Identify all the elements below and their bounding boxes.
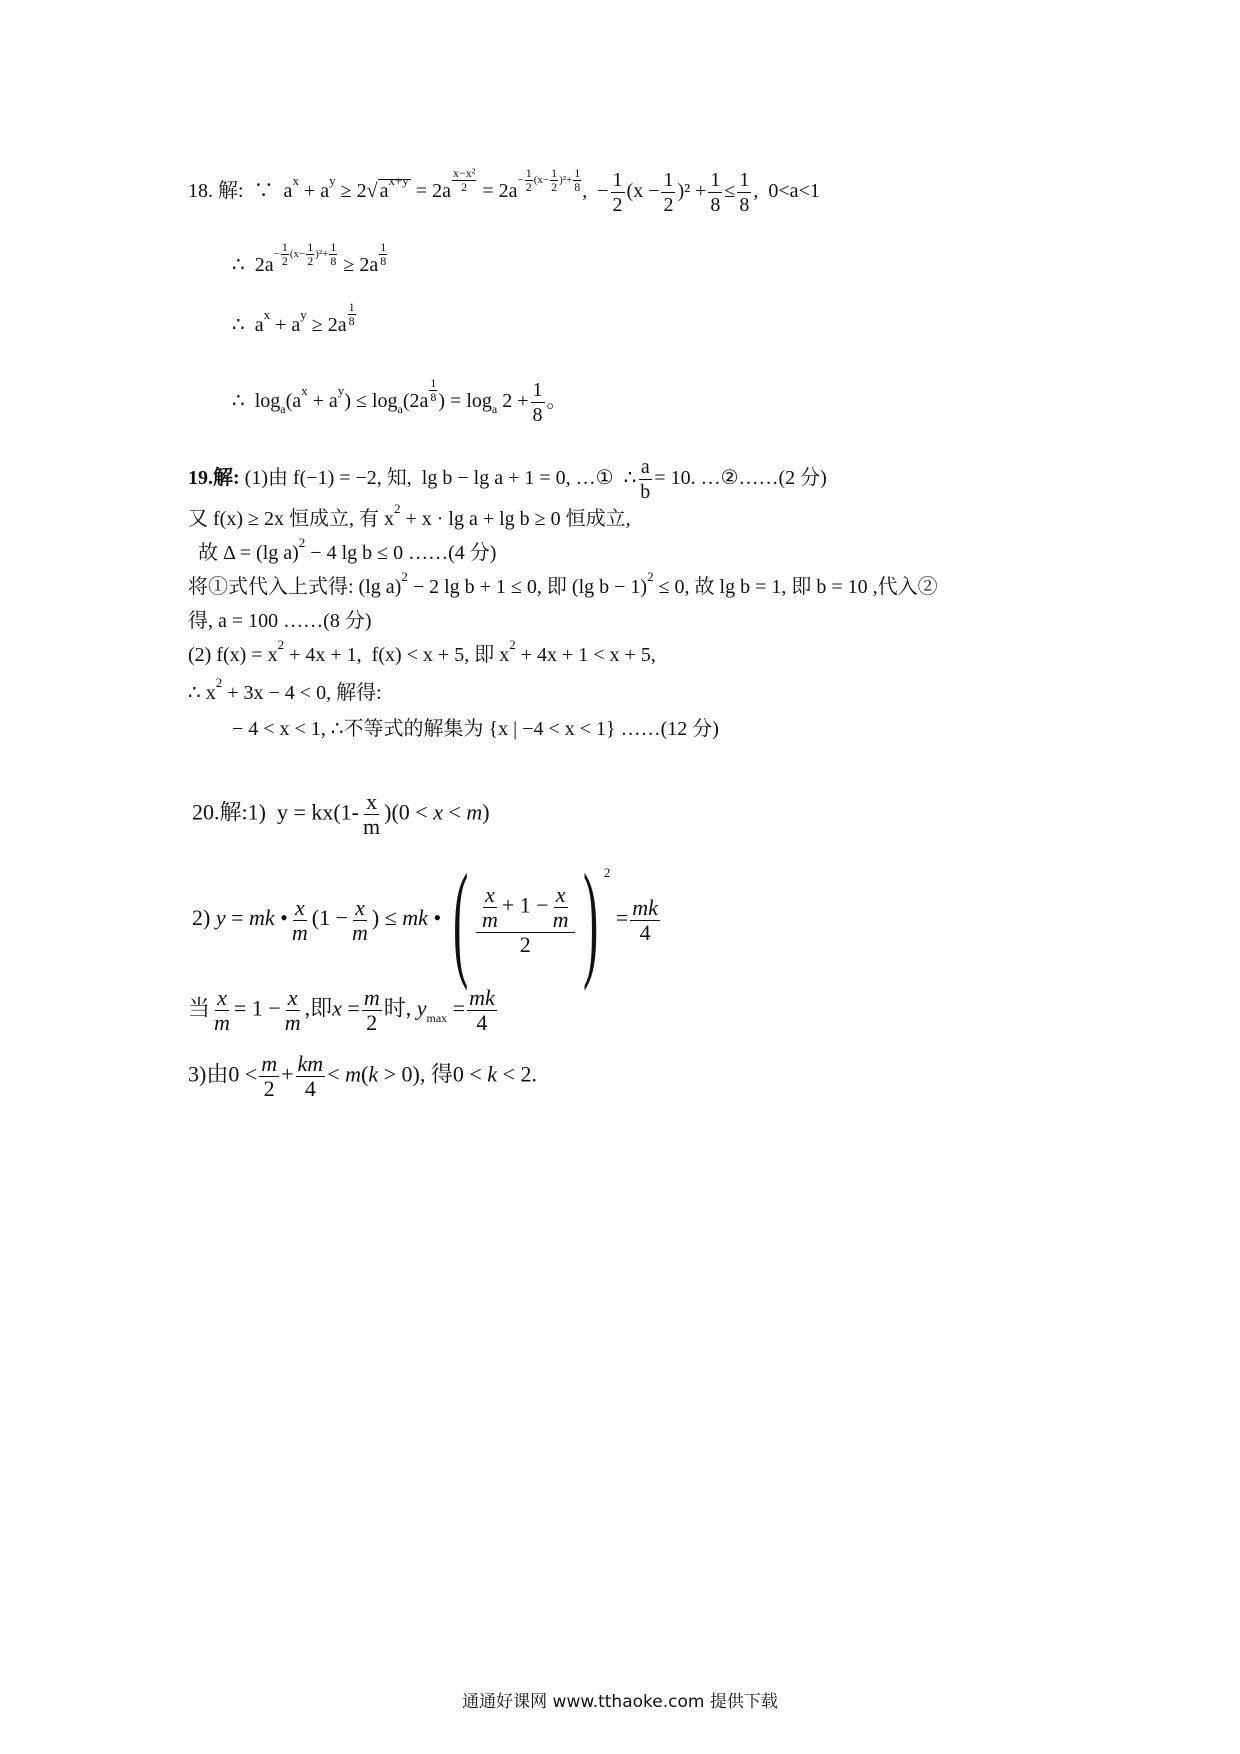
q18-label: 18. 解: [188, 180, 244, 203]
q20-line2: 2) y = mk • $\frac{x}{m}$ (1 − $\frac{x}{m}$ ) ≤ mk • ( $\frac{x}{m}$ + 1 − $\frac{x}{m}$ 2 ) $^2$ = $\frac{mk}{4}$ [192, 848, 658, 992]
q19-line7: ∴ $x^2 + 3x - 4 < 0$, 解得: [188, 675, 382, 704]
q19-line3: 故 Δ = (lg a)$^2$ − 4 lg b ≤ 0 ……(4 分) [198, 535, 497, 564]
q19-label: 19.解: [188, 467, 240, 490]
q19-line2: 又 f(x) ≥ 2x 恒成立, 有 $x^2 + x \cdot \lg a + \lg b \ge 0$ 恒成立, [188, 501, 631, 530]
q19-line5: 得, a = 100 ……(8 分) [188, 610, 372, 632]
q19-line8: − 4 < x < 1, ∴不等式的解集为 {x | −4 < x < 1} ……(12 分) [232, 718, 719, 740]
q20-label: 20.解: [192, 799, 248, 825]
q19-line6: (2) $f(x) = x^2 + 4x + 1$, f(x) < x + 5, 即 $x^2 + 4x + 1 < x + 5$, [188, 637, 656, 666]
q19-line1: 19.解: (1)由 f(−1) = −2, 知, lg b − lg a + 1 = 0, …① ∴ $\frac{a}{b}$ = 10. …②……(2 分) [188, 456, 827, 503]
footer-text: 通通好课网 www.tthaoke.com 提供下载 [462, 1692, 778, 1712]
q18-line3: ∴ $a^x + a^y \ge 2a$ $^{\frac{1}{8}}$ [232, 299, 355, 336]
q20-line3: 当 $\frac{x}{m}$ = 1 − $\frac{x}{m}$ ,即x = $\frac{m}{2}$ 时, $y_{max}$ = $\frac{mk}{4}$ [188, 985, 495, 1035]
q18-line1: 18. 解: ∵ $a^x + a^y \ge 2√$ $a^{x+y} = 2a$ $^{\frac{\text{x−x²}}{2}}$ = $2a^{- \frac{1}{2} (x- \frac{1}{2} )^2+ \frac{1}{8}}$ , − $\frac{1}{2}$ (x − $\frac{1}{2}$ )² + $\frac{1}{8}$ ≤ $\frac{1}{8}$ , 0<a<1 [188, 166, 820, 216]
q19-line4: 将①式代入上式得: (lg a)$^2$ − 2 lg b + 1 ≤ 0, 即 (lg b − 1)$^2$ ≤ 0, 故 lg b = 1, 即 b = 10 ,代入② [188, 569, 938, 598]
q20-line1: 20.解:1) y = kx(1- $\frac{x}{m}$ )(0 < x < m) [192, 789, 490, 839]
q18-line2: ∴ $2a^{- \frac{1}{2} (x- \frac{1}{2} )^2+ \frac{1}{8}}$ ≥ 2a $^{\frac{1}{8}}$ [232, 239, 387, 276]
q18-line4: ∴ $\log_a(a^x + a^y) \le \log_a(2a$ $^{\frac{1}{8}}$ ) = $\log_a 2$ + $\frac{1}{8}$ 。 [232, 376, 567, 426]
q20-line4: 3)由0 < $\frac{m}{2}$ + $\frac{km}{4}$ < m(k > 0), 得0 < k < 2. [188, 1051, 537, 1101]
